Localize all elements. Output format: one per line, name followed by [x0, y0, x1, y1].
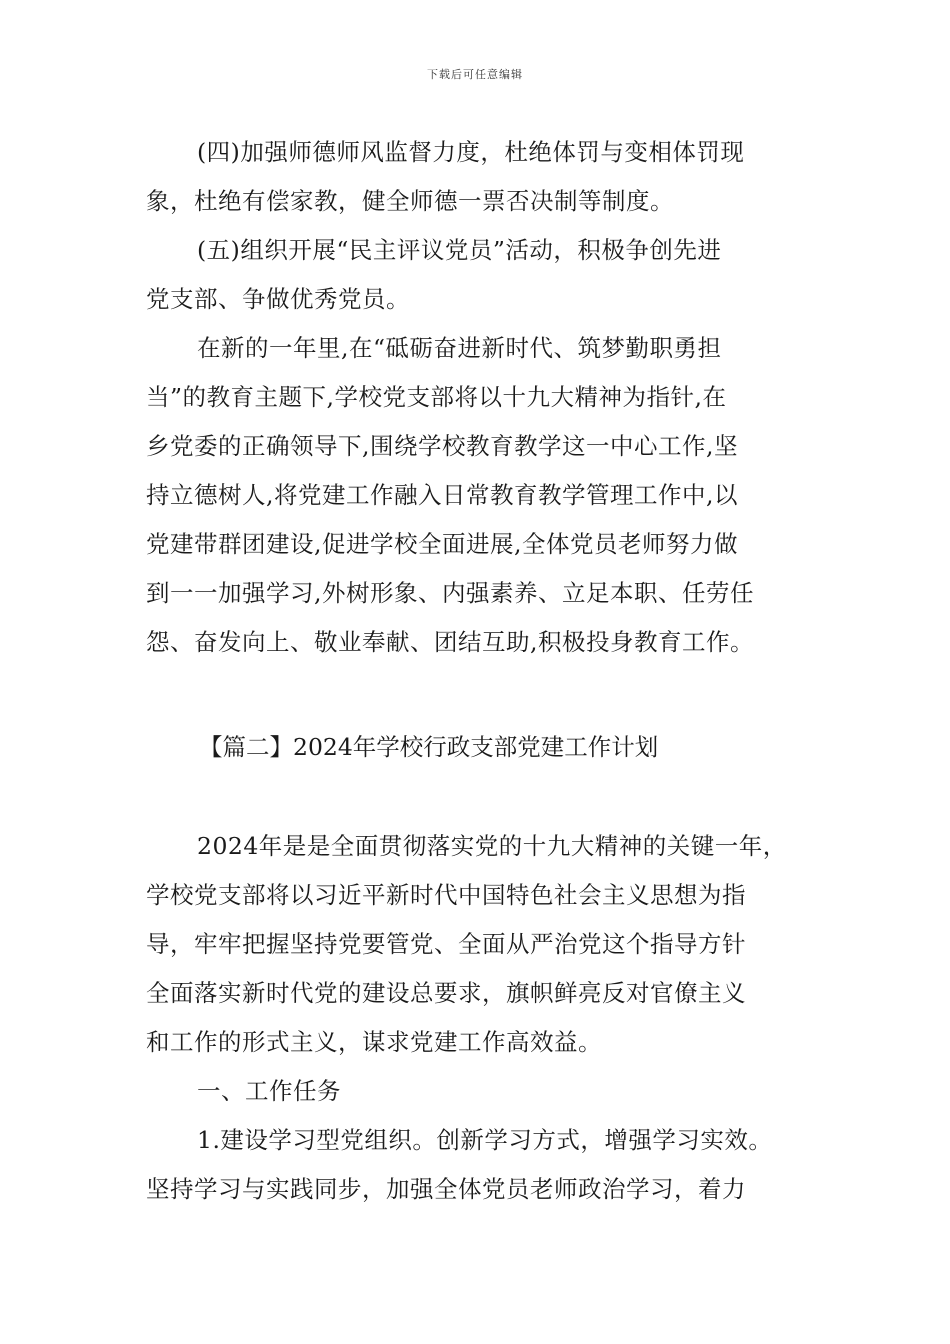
paragraph-task-1 [146, 1116, 826, 1214]
text-line: 全面落实新时代党的建设总要求，旗帜鲜亮反对官僚主义 [146, 979, 746, 1007]
header-note: 下载后可任意编辑 [427, 68, 523, 81]
text-line: 到一一加强学习,外树形象、内强素养、立足本职、任劳任 [146, 579, 754, 607]
paragraph-2024-intro [146, 822, 826, 1067]
paragraph-4 [146, 128, 826, 226]
text-line: (四)加强师德师风监督力度，杜绝体罚与变相体罚现 [197, 138, 745, 166]
text-line: 学校党支部将以习近平新时代中国特色社会主义思想为指 [146, 881, 746, 909]
heading-work-tasks [146, 1067, 826, 1116]
text-line: 党支部、争做优秀党员。 [146, 285, 410, 313]
text-line: 1.建设学习型党组织。创新学习方式，增强学习实效。 [197, 1126, 773, 1154]
text-line: 怨、奋发向上、敬业奉献、团结互助,积极投身教育工作。 [146, 628, 754, 656]
section-title: 【篇二】2024年学校行政支部党建工作计划 [199, 733, 659, 761]
text-line: 持立德树人,将党建工作融入日常教育教学管理工作中,以 [146, 481, 738, 509]
text-line: 坚持学习与实践同步，加强全体党员老师政治学习，着力 [146, 1175, 746, 1203]
text-line: 2024年是是全面贯彻落实党的十九大精神的关键一年， [197, 832, 787, 860]
text-line: 党建带群团建设,促进学校全面进展,全体党员老师努力做 [146, 530, 738, 558]
text-line: 乡党委的正确领导下,围绕学校教育教学这一中心工作,坚 [146, 432, 738, 460]
paragraph-new-year [146, 324, 826, 667]
text-line: 象，杜绝有偿家教，健全师德一票否决制等制度。 [146, 187, 674, 215]
paragraph-5 [146, 226, 826, 324]
text-line: 一、工作任务 [197, 1077, 341, 1105]
text-line: 当”的教育主题下,学校党支部将以十九大精神为指针,在 [146, 383, 727, 411]
text-line: 和工作的形式主义，谋求党建工作高效益。 [146, 1028, 602, 1056]
text-line: 导，牢牢把握坚持党要管党、全面从严治党这个指导方针 [146, 930, 746, 958]
text-line: (五)组织开展“民主评议党员”活动，积极争创先进 [197, 236, 722, 264]
text-line: 在新的一年里,在“砥砺奋进新时代、筑梦勤职勇担 [197, 334, 722, 362]
